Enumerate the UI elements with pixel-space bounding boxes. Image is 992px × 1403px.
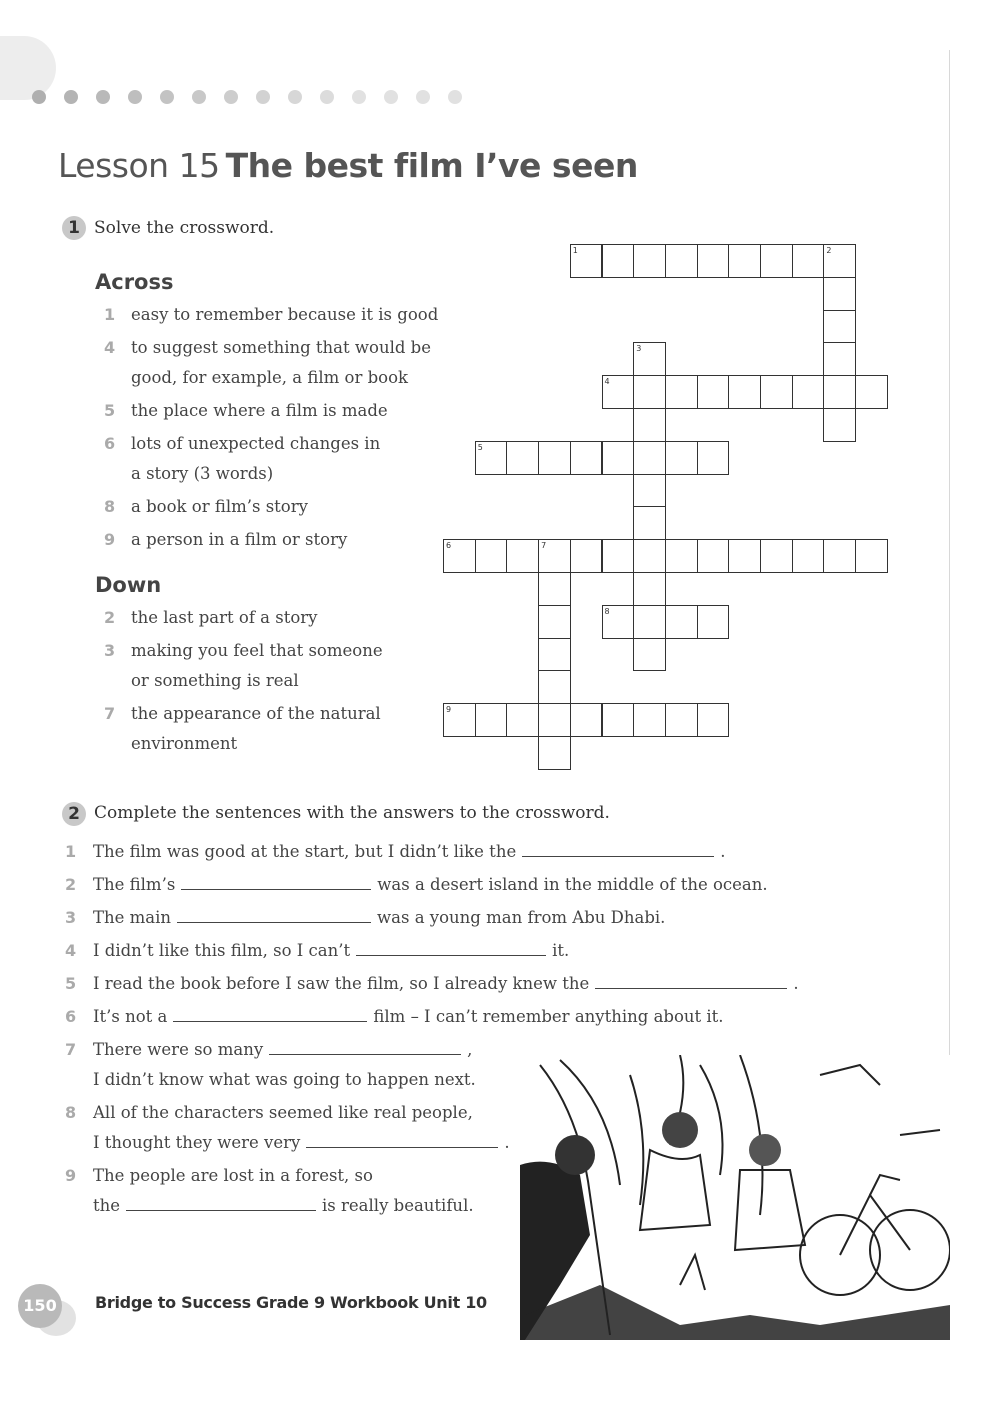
crossword-cell[interactable] bbox=[665, 375, 698, 409]
progress-dot bbox=[352, 90, 366, 104]
down-clue-3 bbox=[104, 636, 383, 666]
crossword-cell-number: 9 bbox=[446, 705, 452, 715]
sentence-number: 2 bbox=[65, 875, 77, 894]
sentence-2 bbox=[65, 875, 768, 894]
page-number-badge: 150 bbox=[18, 1284, 62, 1328]
sentence-text: I read the book before I saw the film, so I already knew the bbox=[93, 974, 590, 993]
sentence-text: I didn’t know what was going to happen next. bbox=[93, 1070, 476, 1089]
sentence-text: was a young man from Abu Dhabi. bbox=[377, 908, 666, 927]
down-clue-7 bbox=[104, 699, 381, 729]
crossword-cell[interactable] bbox=[475, 441, 508, 475]
sentence-text: The people are lost in a forest, so bbox=[93, 1166, 373, 1185]
lesson-name: The best film I’ve seen bbox=[225, 146, 638, 185]
answer-blank[interactable] bbox=[173, 1007, 367, 1022]
sentence-text: it. bbox=[552, 941, 570, 960]
progress-dot bbox=[320, 90, 334, 104]
crossword-cell[interactable] bbox=[633, 638, 666, 672]
crossword-cell[interactable] bbox=[633, 342, 666, 376]
crossword-cell-number: 1 bbox=[572, 246, 578, 255]
crossword-cell[interactable] bbox=[697, 375, 730, 409]
crossword-cell[interactable] bbox=[633, 441, 666, 475]
crossword-cell[interactable] bbox=[760, 244, 793, 278]
answer-blank[interactable] bbox=[177, 908, 371, 923]
crossword-cell[interactable] bbox=[475, 539, 508, 573]
crossword-cell-number: 7 bbox=[541, 541, 547, 551]
sentence-number: 6 bbox=[65, 1007, 77, 1026]
sentence-number: 3 bbox=[65, 908, 77, 927]
progress-dot bbox=[192, 90, 206, 104]
crossword-cell[interactable] bbox=[506, 441, 539, 475]
crossword-cell-number: 3 bbox=[636, 344, 642, 354]
crossword-cell[interactable] bbox=[633, 408, 666, 442]
crossword-cell[interactable] bbox=[633, 605, 666, 639]
lesson-title bbox=[58, 146, 638, 185]
answer-blank[interactable] bbox=[306, 1133, 498, 1148]
clue-text: to suggest something that would be bbox=[131, 338, 431, 357]
sentence-number: 7 bbox=[65, 1040, 77, 1059]
clue-text: a story (3 words) bbox=[131, 464, 274, 483]
crossword-cell[interactable] bbox=[506, 703, 539, 737]
crossword-cell[interactable] bbox=[633, 539, 666, 573]
crossword-cell[interactable] bbox=[602, 244, 635, 278]
crossword-cell[interactable] bbox=[823, 277, 856, 311]
clue-number: 9 bbox=[104, 530, 116, 549]
crossword-cell[interactable] bbox=[538, 703, 571, 737]
sentence-number: 4 bbox=[65, 941, 77, 960]
crossword-cell-number: 8 bbox=[604, 606, 610, 616]
clue-number: 4 bbox=[104, 338, 116, 357]
sentence-1 bbox=[65, 842, 726, 861]
progress-dot bbox=[448, 90, 462, 104]
crossword-cell[interactable] bbox=[823, 539, 856, 573]
sentence-text: I thought they were very bbox=[93, 1133, 301, 1152]
clue-text: lots of unexpected changes in bbox=[131, 434, 381, 453]
clue-number: 6 bbox=[104, 434, 116, 453]
down-heading: Down bbox=[95, 573, 162, 597]
crossword-cell[interactable] bbox=[538, 539, 571, 573]
crossword-cell-number: 5 bbox=[477, 442, 483, 452]
sentence-text: the bbox=[93, 1196, 121, 1215]
crossword-cell[interactable] bbox=[855, 539, 888, 573]
crossword-cell[interactable] bbox=[792, 375, 825, 409]
answer-blank[interactable] bbox=[269, 1040, 461, 1055]
crossword-cell[interactable] bbox=[697, 605, 730, 639]
clue-number: 2 bbox=[104, 608, 116, 627]
clue-text: making you feel that someone bbox=[131, 641, 383, 660]
progress-dot bbox=[384, 90, 398, 104]
crossword-cell[interactable] bbox=[823, 310, 856, 344]
crossword-cell[interactable] bbox=[538, 572, 571, 606]
crossword-cell[interactable] bbox=[443, 703, 476, 737]
progress-dot bbox=[256, 90, 270, 104]
sentence-text: . bbox=[504, 1133, 510, 1152]
sentence-text: film – I can’t remember anything about it. bbox=[373, 1007, 724, 1026]
crossword-cell-number: 6 bbox=[446, 541, 452, 551]
sentence-text: The film’s bbox=[93, 875, 176, 894]
sentence-3 bbox=[65, 908, 666, 927]
across-clue-8 bbox=[104, 492, 308, 522]
sentence-4 bbox=[65, 941, 570, 960]
answer-blank[interactable] bbox=[522, 842, 714, 857]
crossword-cell[interactable] bbox=[538, 670, 571, 704]
sentence-number: 1 bbox=[65, 842, 77, 861]
clue-text: or something is real bbox=[131, 671, 299, 690]
crossword-cell[interactable] bbox=[602, 539, 635, 573]
sentence-7 bbox=[65, 1040, 473, 1059]
crossword-cell[interactable] bbox=[823, 375, 856, 409]
crossword-cell[interactable] bbox=[728, 375, 761, 409]
clue-text: the last part of a story bbox=[131, 608, 318, 627]
sentence-text: . bbox=[720, 842, 726, 861]
progress-dot bbox=[160, 90, 174, 104]
down-clue-7-line-2 bbox=[131, 729, 237, 759]
crossword-cell[interactable] bbox=[538, 638, 571, 672]
campfire-illustration bbox=[520, 1055, 950, 1340]
progress-dot bbox=[64, 90, 78, 104]
across-clue-6 bbox=[104, 429, 381, 459]
clue-number: 5 bbox=[104, 401, 116, 420]
clue-number: 1 bbox=[104, 305, 116, 324]
crossword-cell[interactable] bbox=[665, 703, 698, 737]
footer-title: Bridge to Success Grade 9 Workbook Unit 10 bbox=[95, 1293, 487, 1312]
sentence-8 bbox=[65, 1103, 473, 1122]
crossword-cell[interactable] bbox=[538, 441, 571, 475]
crossword-cell[interactable] bbox=[760, 375, 793, 409]
clue-text: a book or film’s story bbox=[131, 497, 308, 516]
sentence-text: The main bbox=[93, 908, 172, 927]
down-clue-3-line-2 bbox=[131, 666, 299, 696]
crossword-cell[interactable] bbox=[506, 539, 539, 573]
crossword-cell[interactable] bbox=[602, 375, 635, 409]
crossword-cell[interactable] bbox=[633, 703, 666, 737]
progress-dot bbox=[288, 90, 302, 104]
crossword-cell[interactable] bbox=[792, 539, 825, 573]
crossword-cell[interactable] bbox=[823, 408, 856, 442]
crossword-cell[interactable] bbox=[570, 244, 603, 278]
sentence-text: I didn’t like this film, so I can’t bbox=[93, 941, 351, 960]
across-heading: Across bbox=[95, 270, 174, 294]
progress-dot bbox=[416, 90, 430, 104]
sentence-9 bbox=[65, 1166, 373, 1185]
sentence-text: There were so many bbox=[93, 1040, 264, 1059]
lesson-label: Lesson 15 bbox=[58, 146, 220, 185]
crossword-cell[interactable] bbox=[602, 441, 635, 475]
crossword-cell[interactable] bbox=[570, 441, 603, 475]
crossword-cell[interactable] bbox=[570, 539, 603, 573]
crossword-cell[interactable] bbox=[538, 736, 571, 770]
across-clue-4 bbox=[104, 333, 431, 363]
crossword-cell[interactable] bbox=[633, 244, 666, 278]
sentence-text: was a desert island in the middle of the ocean. bbox=[377, 875, 768, 894]
crossword-cell[interactable] bbox=[665, 441, 698, 475]
sentence-number: 8 bbox=[65, 1103, 77, 1122]
crossword-cell[interactable] bbox=[633, 572, 666, 606]
clue-text: easy to remember because it is good bbox=[131, 305, 439, 324]
crossword-cell[interactable] bbox=[475, 703, 508, 737]
answer-blank[interactable] bbox=[356, 941, 546, 956]
crossword-cell-number: 4 bbox=[604, 377, 610, 387]
exercise-2-number: 2 bbox=[62, 802, 86, 826]
sentence-text: is really beautiful. bbox=[322, 1196, 474, 1215]
sentence-text: It’s not a bbox=[93, 1007, 168, 1026]
crossword-cell[interactable] bbox=[633, 375, 666, 409]
answer-blank[interactable] bbox=[595, 974, 787, 989]
crossword-cell[interactable] bbox=[665, 244, 698, 278]
progress-dot bbox=[128, 90, 142, 104]
crossword-cell[interactable] bbox=[823, 244, 856, 278]
crossword-cell[interactable] bbox=[697, 244, 730, 278]
crossword-cell[interactable] bbox=[665, 539, 698, 573]
crossword-cell[interactable] bbox=[697, 441, 730, 475]
crossword-cell[interactable] bbox=[792, 244, 825, 278]
across-clue-6-line-2 bbox=[131, 459, 273, 489]
answer-blank[interactable] bbox=[181, 875, 371, 890]
sentence-text: , bbox=[467, 1040, 473, 1059]
progress-dot bbox=[32, 90, 46, 104]
exercise-1-instruction: Solve the crossword. bbox=[94, 218, 275, 238]
crossword-cell[interactable] bbox=[633, 474, 666, 508]
crossword-cell[interactable] bbox=[633, 506, 666, 540]
crossword-cell[interactable] bbox=[823, 342, 856, 376]
sentence-number: 9 bbox=[65, 1166, 77, 1185]
crossword-cell[interactable] bbox=[697, 703, 730, 737]
across-clue-1 bbox=[104, 300, 439, 330]
clue-text: a person in a film or story bbox=[131, 530, 348, 549]
progress-dot bbox=[96, 90, 110, 104]
across-clue-9 bbox=[104, 525, 348, 555]
sentence-8-line-2 bbox=[93, 1133, 510, 1152]
sentence-text: All of the characters seemed like real people, bbox=[93, 1103, 473, 1122]
crossword-cell[interactable] bbox=[728, 539, 761, 573]
clue-text: good, for example, a film or book bbox=[131, 368, 409, 387]
across-clue-4-line-2 bbox=[131, 363, 408, 393]
crossword-cell[interactable] bbox=[855, 375, 888, 409]
sentence-7-line-2 bbox=[93, 1070, 476, 1089]
crossword-cell[interactable] bbox=[665, 605, 698, 639]
crossword-cell[interactable] bbox=[760, 539, 793, 573]
exercise-2-instruction: Complete the sentences with the answers to the crossword. bbox=[94, 803, 610, 823]
sentence-5 bbox=[65, 974, 799, 993]
progress-dot bbox=[224, 90, 238, 104]
clue-text: the place where a film is made bbox=[131, 401, 388, 420]
crossword-cell[interactable] bbox=[538, 605, 571, 639]
down-clue-2 bbox=[104, 603, 318, 633]
progress-dots bbox=[10, 90, 470, 110]
clue-number: 8 bbox=[104, 497, 116, 516]
clue-text: environment bbox=[131, 734, 238, 753]
crossword-cell[interactable] bbox=[443, 539, 476, 573]
crossword-cell-number: 2 bbox=[826, 246, 832, 255]
clue-number: 3 bbox=[104, 641, 116, 660]
crossword-cell[interactable] bbox=[697, 539, 730, 573]
clue-text: the appearance of the natural bbox=[131, 704, 381, 723]
crossword-cell[interactable] bbox=[728, 244, 761, 278]
exercise-1-number: 1 bbox=[62, 216, 86, 240]
crossword-cell[interactable] bbox=[570, 703, 603, 737]
crossword-cell[interactable] bbox=[602, 703, 635, 737]
crossword-cell[interactable] bbox=[602, 605, 635, 639]
sentence-number: 5 bbox=[65, 974, 77, 993]
sentence-6 bbox=[65, 1007, 724, 1026]
clue-number: 7 bbox=[104, 704, 116, 723]
answer-blank[interactable] bbox=[126, 1196, 316, 1211]
across-clue-5 bbox=[104, 396, 388, 426]
sentence-text: The film was good at the start, but I didn’t like the bbox=[93, 842, 517, 861]
sentence-9-line-2 bbox=[93, 1196, 474, 1215]
sentence-text: . bbox=[793, 974, 799, 993]
